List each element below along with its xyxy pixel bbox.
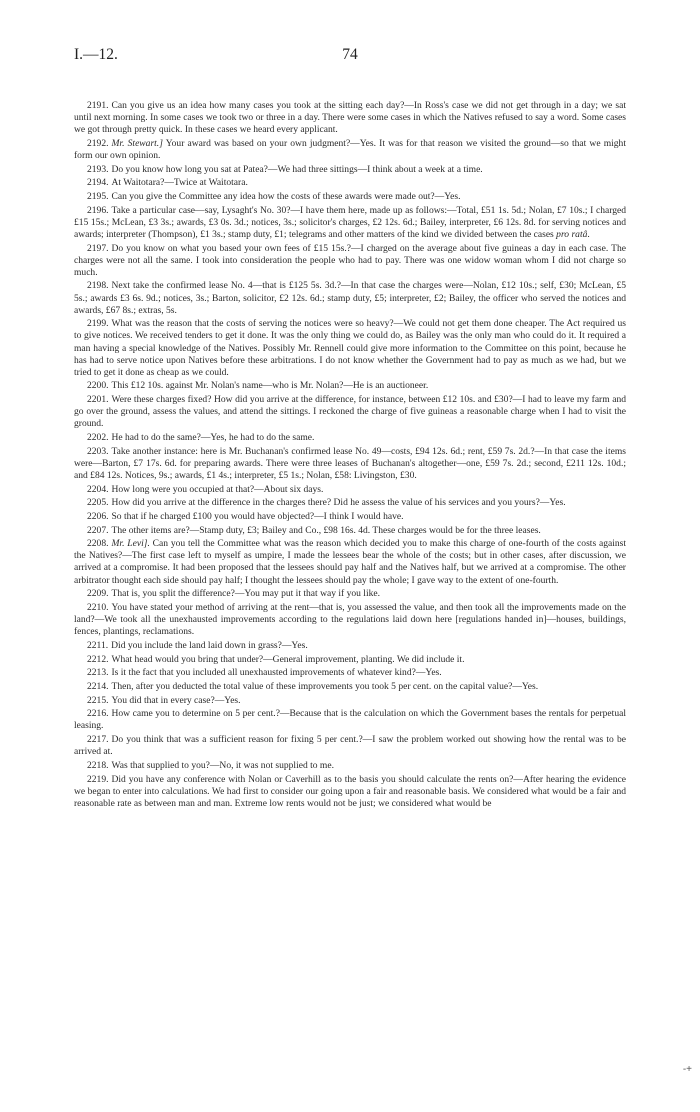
paragraph-text: The other items are?—Stamp duty, £3; Bailey and Co., £98 16s. 4d. These charges would be for the three leases. [111, 524, 541, 536]
qa-paragraph [74, 497, 626, 509]
paragraph-text: Do you know how long you sat at Patea?—We had three sittings—I think about a week at a time. [111, 163, 483, 175]
question-number: 2198. [87, 280, 109, 292]
margin-mark: -+ [682, 1064, 692, 1075]
qa-paragraph [74, 511, 626, 523]
paragraph-text: You did that in every case?—Yes. [111, 694, 241, 706]
question-number: 2216. [87, 708, 109, 720]
question-number: 2214. [87, 680, 109, 692]
paragraph-text: Your award was based on your own judgment?—Yes. It was for that reason we visited the ground—so that we might form our own opinion. [74, 137, 626, 161]
paragraph-text-end: . [587, 228, 590, 240]
qa-paragraph [74, 205, 626, 241]
italic-phrase: pro ratâ [556, 228, 588, 240]
paragraph-text: Then, after you deducted the total value of these improvements you took 5 per cent. on the capital value?—Yes. [111, 680, 539, 692]
paragraph-text: Is it the fact that you included all unexhausted improvements of whatever kind?—Yes. [111, 667, 442, 679]
paragraph-text: So that if he charged £100 you would have objected?—I think I would have. [111, 510, 404, 522]
question-number: 2209. [87, 588, 109, 600]
qa-paragraph [74, 667, 626, 679]
qa-paragraph [74, 760, 626, 772]
paragraph-text: How long were you occupied at that?—About six days. [111, 483, 324, 495]
question-number: 2194. [87, 177, 109, 189]
qa-paragraph [74, 640, 626, 652]
paragraph-text: This £12 10s. against Mr. Nolan's name—who is Mr. Nolan?—He is an auctioneer. [111, 380, 429, 392]
qa-paragraph [74, 380, 626, 392]
paragraph-text: At Waitotara?—Twice at Waitotara. [111, 177, 248, 189]
qa-paragraph [74, 695, 626, 707]
paragraph-text: Next take the confirmed lease No. 4—that is £125 5s. 3d.?—In that case the charges were—Nolan, £12 10s.; self, £30; McLean, £5 5s.; awards £3 6s. 9d.; notices, 3s.; Barton, solicitor, £2 12s. 6d.; stamp duty, £5; interpreter, £2; Bailey, the officer who served the notices and awards, £67 8s.; extras, 5s. [74, 280, 626, 316]
qa-paragraph [74, 394, 626, 430]
question-number: 2207. [87, 524, 109, 536]
qa-paragraph [74, 525, 626, 537]
qa-paragraph [74, 138, 626, 162]
qa-paragraph [74, 243, 626, 279]
qa-paragraph [74, 734, 626, 758]
question-number: 2206. [87, 510, 109, 522]
question-number: 2192. [87, 137, 109, 149]
question-number: 2191. [87, 100, 109, 111]
question-number: 2202. [87, 431, 109, 443]
document-body [74, 100, 626, 811]
qa-paragraph [74, 177, 626, 189]
paragraph-text: How came you to determine on 5 per cent.?—Because that is the calculation on which the Government bases the rentals for perpetual leasing. [74, 708, 626, 732]
qa-paragraph [74, 681, 626, 693]
question-number: 2215. [87, 694, 109, 706]
qa-paragraph [74, 446, 626, 482]
question-number: 2195. [87, 191, 109, 203]
paragraph-text: Can you give the Committee any idea how the costs of these awards were made out?—Yes. [111, 191, 461, 203]
qa-paragraph [74, 654, 626, 666]
paragraph-text: He had to do the same?—Yes, he had to do the same. [111, 431, 315, 443]
paragraph-text: Do you know on what you based your own fees of £15 15s.?—I charged on the average about five guineas a day in each case. The charges were not all the same. I took into consideration the people who had to pay. There was one widow woman whom I did not charge so much. [74, 242, 626, 278]
question-number: 2196. [87, 204, 109, 216]
page-number: 74 [342, 46, 358, 63]
qa-paragraph [74, 602, 626, 638]
question-number: 2204. [87, 483, 109, 495]
qa-paragraph [74, 588, 626, 600]
question-number: 2212. [87, 653, 109, 665]
paragraph-text: Did you have any conference with Nolan or Caverhill as to the basis you should calculate the rents on?—After hearing the evidence we began to enter into calculations. We had first to consider our going upon a fair and reasonable basis. We considered what would be a fair and reasonable rate as between man and man. Extreme low rents would not be just; we considered what would be [74, 773, 626, 809]
qa-paragraph [74, 191, 626, 203]
question-number: 2210. [87, 601, 109, 613]
question-number: 2217. [87, 734, 109, 746]
speaker-name: Mr. Levi]. [111, 538, 150, 550]
qa-paragraph [74, 432, 626, 444]
question-number: 2211. [87, 639, 109, 651]
qa-paragraph [74, 100, 626, 136]
question-number: 2213. [87, 667, 109, 679]
paragraph-text: Take another instance: here is Mr. Buchanan's confirmed lease No. 49—costs, £94 12s. 6d.; rent, £59 7s. 2d.?—In that case the items were—Barton, £7 17s. 6d. for preparing awards. There were three leases of Buchanan's altogether—one, £59 7s. 2d.; second, £211 12s. 10d.; and £84 12s. Notices, 9s.; awards, £1 4s.; interpreter, £5 1s.; Nolan, £58: Livingston, £30. [74, 445, 626, 481]
qa-paragraph [74, 708, 626, 732]
paragraph-text: Was that supplied to you?—No, it was not supplied to me. [111, 759, 334, 771]
question-number: 2201. [87, 394, 109, 406]
paragraph-text: What head would you bring that under?—General improvement, planting. We did include it. [111, 653, 465, 665]
question-number: 2199. [87, 318, 109, 330]
speaker-name: Mr. Stewart.] [111, 137, 163, 149]
document-code: I.—12. [74, 46, 118, 63]
paragraph-text: That is, you split the difference?—You may put it that way if you like. [111, 588, 380, 600]
paragraph-text: Can you tell the Committee what was the reason which decided you to make this charge of one-fourth of the costs against the Natives?—The first case left to myself as umpire, I made the lessees bear the whole of the costs; but in other cases, after discussion, we arrived at a compromise. It had been proposed that the lessees should pay half and the Natives half, but we arrived at a compromise. The other arbitrator thought each side should pay half; I thought the lessees should pay the whole; I gave way to the extent of one-fourth. [74, 538, 627, 586]
question-number: 2197. [87, 242, 109, 254]
paragraph-text: You have stated your method of arriving at the rent—that is, you assessed the value, and then took all the improvements made on the land?—We took all the unexhausted improvements according to the regulations laid down here [regulations handed in]—houses, buildings, fences, plantings, reclamations. [74, 601, 626, 638]
paragraph-text: Did you include the land laid down in grass?—Yes. [111, 639, 308, 651]
paragraph-text: Can you give us an idea how many cases you took at the sitting each day?—In Ross's case we did not get through in a day; we sat until next morning. In some cases we took two or three in a day. There were some cases in which the Natives refused to say a word. Some cases we got through pretty quick. In these cases we heard every applicant. [74, 100, 626, 136]
question-number: 2218. [87, 759, 109, 771]
paragraph-text: Do you think that was a sufficient reason for fixing 5 per cent.?—I saw the problem worked out showing how the rental was to be arrived at. [74, 734, 626, 758]
qa-paragraph [74, 164, 626, 176]
question-number: 2193. [87, 163, 109, 175]
qa-paragraph [74, 538, 626, 586]
qa-paragraph [74, 318, 626, 378]
page-header [74, 46, 626, 76]
paragraph-text: Take a particular case—say, Lysaght's No. 30?—I have them here, made up as follows:—Total, £51 1s. 5d.; Nolan, £7 10s.; I charged £15 15s.; McLean, £3 3s.; awards, £3 0s. 3d.; notices, 3s.; solicitor's charges, £2 12s. 6d.; Bailey, interpreter, £6 12s. 8d. for serving notices and awards; interpreter (Thompson), £1 3s.; stamp duty, £1; telegrams and other matters of the kind we divided between the cases [74, 204, 626, 240]
question-number: 2205. [87, 497, 109, 509]
paragraph-text: How did you arrive at the difference in the charges there? Did he assess the value of his services and you yours?—Yes. [111, 497, 566, 509]
question-number: 2203. [87, 445, 109, 457]
question-number: 2208. [87, 538, 109, 550]
question-number: 2219. [87, 773, 109, 785]
qa-paragraph [74, 774, 626, 810]
paragraph-text: Were these charges fixed? How did you arrive at the difference, for instance, between £12 10s. and £30?—I had to leave my farm and go over the ground, assess the values, and attend the sittings. I reckoned the charge of five guineas a reasonable charge when I had to visit the ground. [74, 394, 626, 430]
qa-paragraph [74, 280, 626, 316]
question-number: 2200. [87, 380, 109, 392]
paragraph-text: What was the reason that the costs of serving the notices were so heavy?—We could not get them done cheaper. The Act required us to give notices. We received tenders to get it done. It was the only thing we could do, as Bailey was the only man who could do it. It required a man having a special knowledge of the Natives. Possibly Mr. Rennell could give more information to the Committee on this point, because he has had to serve notice upon Natives before these arbitrations. I do not know whether the Government had to pay as much as we had, but we tried to get it done as cheap as we could. [74, 318, 626, 378]
qa-paragraph [74, 484, 626, 496]
